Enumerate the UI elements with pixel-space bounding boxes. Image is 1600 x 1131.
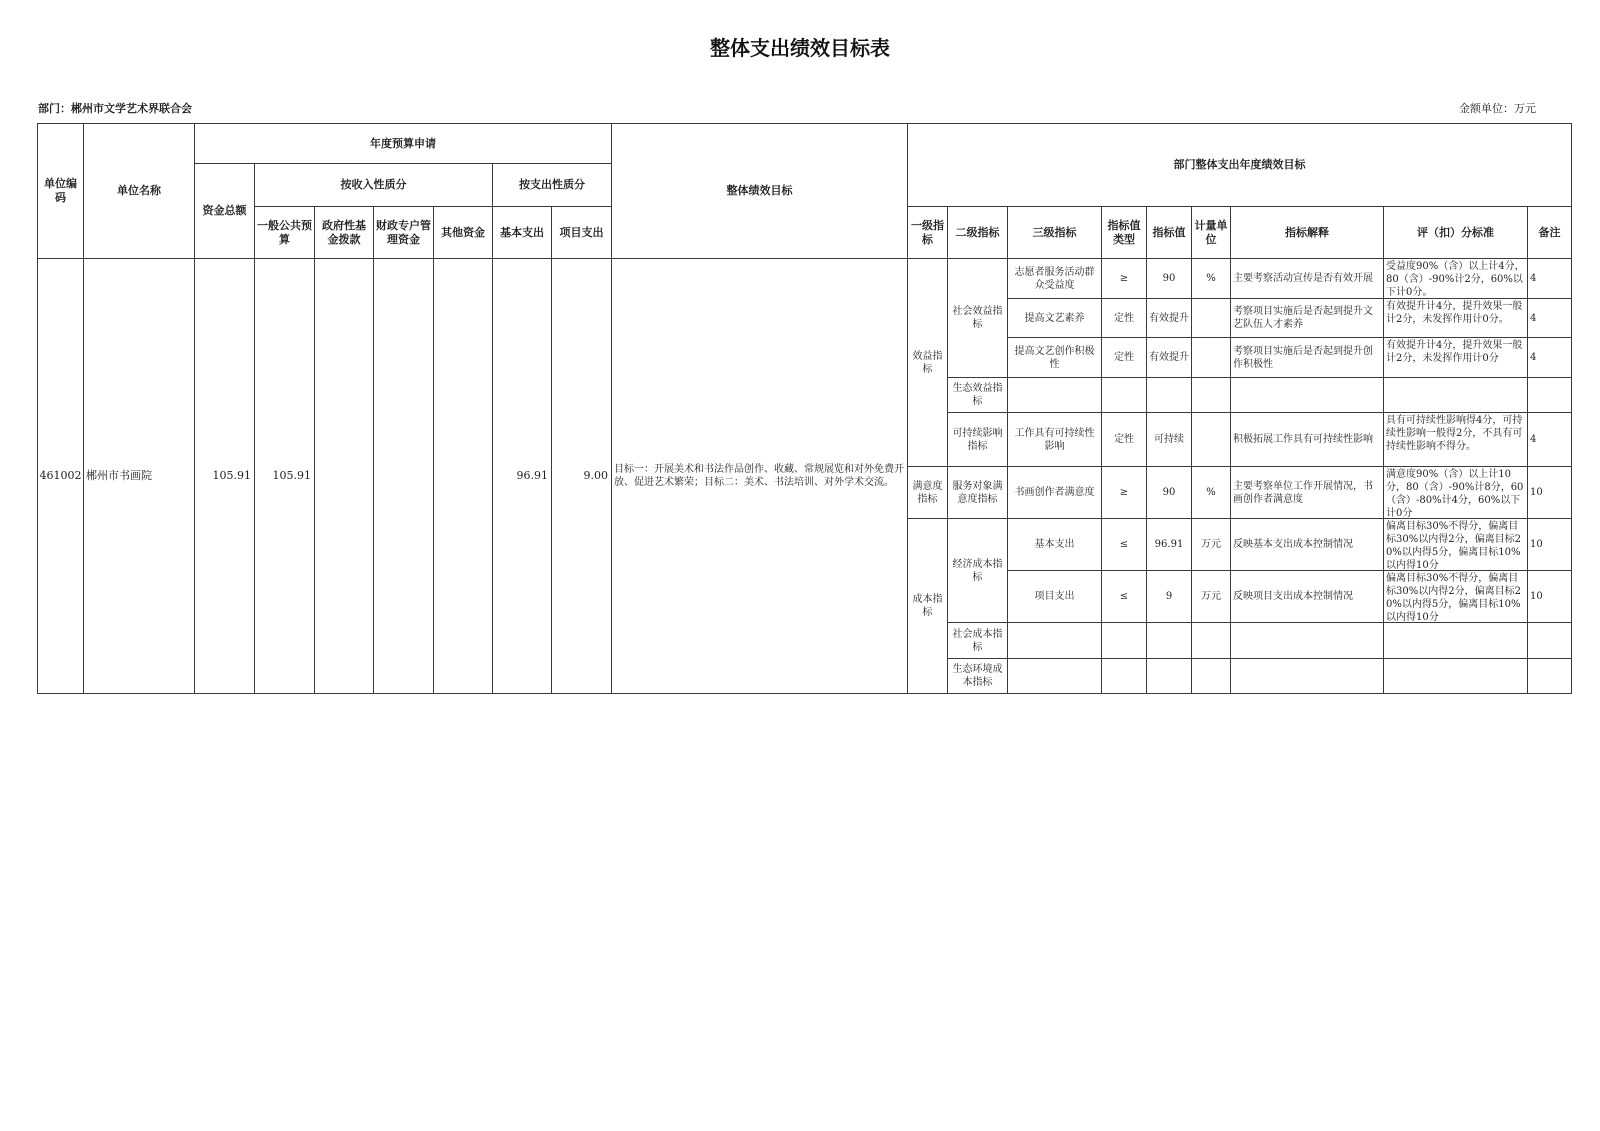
value-cell	[1146, 377, 1192, 413]
measure-unit-cell: %	[1191, 258, 1231, 299]
header-explanation: 指标解释	[1230, 206, 1384, 259]
page-title: 整体支出绩效目标表	[710, 36, 890, 60]
measure-unit-cell	[1191, 412, 1231, 467]
explanation-cell: 反映基本支出成本控制情况	[1230, 518, 1384, 571]
level3-cell: 项目支出	[1007, 570, 1102, 623]
value-type-cell: 定性	[1101, 337, 1147, 378]
scoring-cell: 偏离目标30%不得分，偏离目标30%以内得2分，偏离目标20%以内得5分，偏离目标10%以内得10分	[1383, 570, 1528, 623]
remark-cell: 10	[1527, 570, 1572, 623]
value-cell	[1146, 622, 1192, 659]
header-overall-goal: 整体绩效目标	[611, 123, 908, 259]
measure-unit-cell	[1191, 337, 1231, 378]
header-gov-fund: 政府性基金拨款	[314, 206, 374, 259]
header-annual-budget: 年度预算申请	[194, 123, 612, 164]
level3-cell: 提高文艺创作积极性	[1007, 337, 1102, 378]
header-scoring: 评（扣）分标准	[1383, 206, 1528, 259]
remark-cell	[1527, 377, 1572, 413]
level3-cell	[1007, 622, 1102, 659]
explanation-cell: 反映项目支出成本控制情况	[1230, 570, 1384, 623]
header-level3: 三级指标	[1007, 206, 1102, 259]
value-cell	[1146, 658, 1192, 694]
scoring-cell: 受益度90%（含）以上计4分，80（含）-90%计2分，60%以下计0分。	[1383, 258, 1528, 299]
measure-unit-cell	[1191, 377, 1231, 413]
overall-goal-cell: 目标一：开展美术和书法作品创作、收藏、常规展览和对外免费开放、促进艺术繁荣；目标二：美术、书法培训、对外学术交流。	[611, 258, 908, 694]
value-type-cell	[1101, 377, 1147, 413]
total-funds-cell: 105.91	[194, 258, 255, 694]
level2-eco-benefit: 生态效益指标	[947, 377, 1008, 413]
header-general-public-budget: 一般公共预算	[254, 206, 315, 259]
gov-fund-cell	[314, 258, 374, 694]
remark-cell	[1527, 658, 1572, 694]
header-total-funds: 资金总额	[194, 163, 255, 259]
scoring-cell	[1383, 622, 1528, 659]
project-expense-cell: 9.00	[551, 258, 612, 694]
remark-cell	[1527, 622, 1572, 659]
remark-cell: 10	[1527, 518, 1572, 571]
level2-social-cost: 社会成本指标	[947, 622, 1008, 659]
explanation-cell: 考察项目实施后是否起到提升创作积极性	[1230, 337, 1384, 378]
explanation-cell: 考察项目实施后是否起到提升文艺队伍人才素养	[1230, 298, 1384, 338]
value-type-cell	[1101, 658, 1147, 694]
value-cell: 可持续	[1146, 412, 1192, 467]
value-cell: 有效提升	[1146, 337, 1192, 378]
level1-cost: 成本指标	[907, 518, 948, 694]
general-public-budget-cell: 105.91	[254, 258, 315, 694]
value-cell: 90	[1146, 258, 1192, 299]
scoring-cell: 具有可持续性影响得4分，可持续性影响一般得2分，不具有可持续性影响不得分。	[1383, 412, 1528, 467]
header-remark: 备注	[1527, 206, 1572, 259]
remark-cell: 4	[1527, 298, 1572, 338]
level3-cell	[1007, 658, 1102, 694]
scoring-cell: 有效提升计4分，提升效果一般计2分，未发挥作用计0分	[1383, 337, 1528, 378]
level3-cell	[1007, 377, 1102, 413]
header-by-expense: 按支出性质分	[492, 163, 612, 207]
value-type-cell: 定性	[1101, 412, 1147, 467]
department-label: 部门：郴州市文学艺术界联合会	[38, 102, 192, 115]
value-type-cell: 定性	[1101, 298, 1147, 338]
unit-code-cell: 461002	[37, 258, 84, 694]
basic-expense-cell: 96.91	[492, 258, 552, 694]
remark-cell: 4	[1527, 337, 1572, 378]
level1-benefit: 效益指标	[907, 258, 948, 467]
scoring-cell	[1383, 658, 1528, 694]
other-funds-cell	[433, 258, 493, 694]
measure-unit-cell: 万元	[1191, 570, 1231, 623]
amount-unit-label: 金额单位：万元	[1459, 102, 1536, 115]
level2-sustainability: 可持续影响指标	[947, 412, 1008, 467]
level3-cell: 书画创作者满意度	[1007, 466, 1102, 519]
scoring-cell: 有效提升计4分，提升效果一般计2分，未发挥作用计0分。	[1383, 298, 1528, 338]
explanation-cell: 主要考察活动宣传是否有效开展	[1230, 258, 1384, 299]
header-value: 指标值	[1146, 206, 1192, 259]
header-level1: 一级指标	[907, 206, 948, 259]
header-level2: 二级指标	[947, 206, 1008, 259]
scoring-cell	[1383, 377, 1528, 413]
header-measure-unit: 计量单位	[1191, 206, 1231, 259]
level3-cell: 志愿者服务活动群众受益度	[1007, 258, 1102, 299]
scoring-cell: 满意度90%（含）以上计10分，80（含）-90%计8分，60（含）-80%计4分，60%以下计0分	[1383, 466, 1528, 519]
unit-name-cell: 郴州市书画院	[83, 258, 195, 694]
value-type-cell: ≤	[1101, 518, 1147, 571]
measure-unit-cell	[1191, 622, 1231, 659]
value-type-cell	[1101, 622, 1147, 659]
explanation-cell: 主要考察单位工作开展情况，书画创作者满意度	[1230, 466, 1384, 519]
remark-cell: 4	[1527, 258, 1572, 299]
level2-economic-cost: 经济成本指标	[947, 518, 1008, 623]
header-basic-expense: 基本支出	[492, 206, 552, 259]
measure-unit-cell: 万元	[1191, 518, 1231, 571]
value-cell: 90	[1146, 466, 1192, 519]
remark-cell: 4	[1527, 412, 1572, 467]
header-other-funds: 其他资金	[433, 206, 493, 259]
value-cell: 9	[1146, 570, 1192, 623]
header-unit-name: 单位名称	[83, 123, 195, 259]
level3-cell: 提高文艺素养	[1007, 298, 1102, 338]
value-type-cell: ≤	[1101, 570, 1147, 623]
value-type-cell: ≥	[1101, 466, 1147, 519]
measure-unit-cell	[1191, 658, 1231, 694]
explanation-cell	[1230, 377, 1384, 413]
explanation-cell	[1230, 658, 1384, 694]
level3-cell: 基本支出	[1007, 518, 1102, 571]
level1-satisfaction: 满意度指标	[907, 466, 948, 519]
explanation-cell	[1230, 622, 1384, 659]
measure-unit-cell	[1191, 298, 1231, 338]
level2-social-benefit: 社会效益指标	[947, 258, 1008, 378]
level3-cell: 工作具有可持续性影响	[1007, 412, 1102, 467]
header-value-type: 指标值类型	[1101, 206, 1147, 259]
value-cell: 有效提升	[1146, 298, 1192, 338]
header-by-income: 按收入性质分	[254, 163, 493, 207]
level2-eco-cost: 生态环境成本指标	[947, 658, 1008, 694]
scoring-cell: 偏离目标30%不得分，偏离目标30%以内得2分，偏离目标20%以内得5分，偏离目标10%以内得10分	[1383, 518, 1528, 571]
explanation-cell: 积极拓展工作具有可持续性影响	[1230, 412, 1384, 467]
header-dept-goal: 部门整体支出年度绩效目标	[907, 123, 1572, 207]
remark-cell: 10	[1527, 466, 1572, 519]
special-fund-cell	[373, 258, 434, 694]
level2-service-satisfaction: 服务对象满意度指标	[947, 466, 1008, 519]
value-type-cell: ≥	[1101, 258, 1147, 299]
header-special-fund: 财政专户管理资金	[373, 206, 434, 259]
header-project-expense: 项目支出	[551, 206, 612, 259]
header-unit-code: 单位编码	[37, 123, 84, 259]
value-cell: 96.91	[1146, 518, 1192, 571]
measure-unit-cell: %	[1191, 466, 1231, 519]
